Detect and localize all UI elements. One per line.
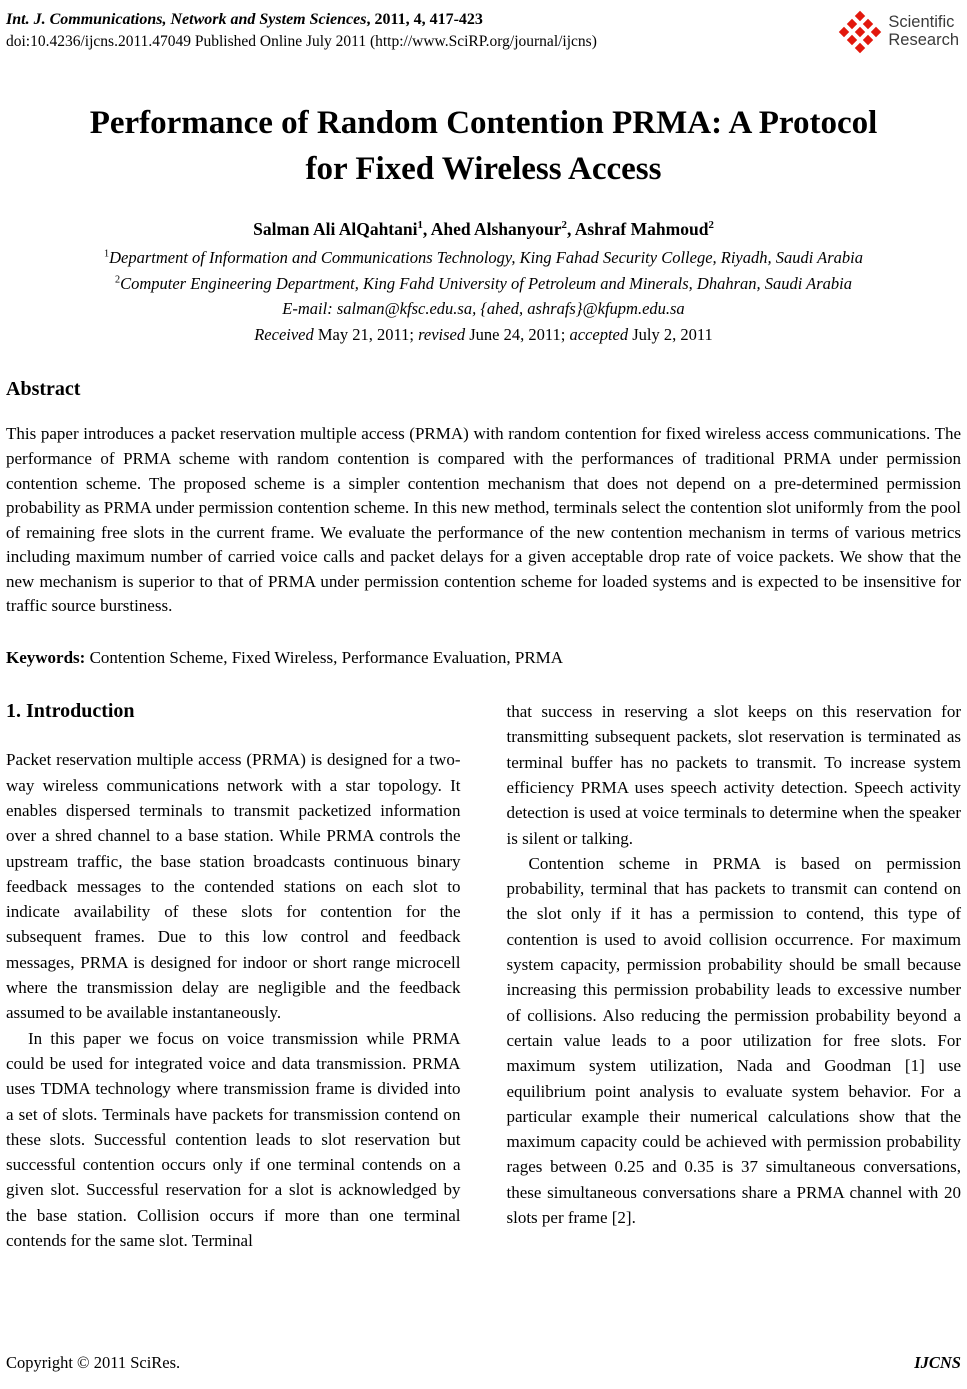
affiliation-2 [6, 271, 961, 297]
right-column [507, 699, 962, 1253]
authors-line [6, 219, 961, 240]
logo-text-line2: Research [888, 31, 959, 49]
red-diamonds-icon [837, 10, 883, 54]
dates-received-label: Received [254, 324, 314, 344]
body-paragraph: Contention scheme in PRMA is based on permission probability, terminal that has packets to transmit can contend on the slot only if it has a permission to contend, this type of contention is used to avoid collision occurrence. For maximum system capacity, permission probability should be small because increasing this permission probability leads to excessive number of collisions. Also reducing the permission probability beyond a certain value leads to a poor utilization for free slots. For maximum system utilization, Nada and Goodman [1] use equilibrium point analysis to evaluate system behavior. For a particular example their numerical calculations show that the maximum capacity could be achieved with permission probability rages between 0.25 and 0.35 is 37 simultaneous conversations, these simultaneous conversations share a PRMA channel with 20 slots per frame [2]. [506, 853, 961, 1227]
journal-issue: , 2011, 4, 417-423 [366, 11, 483, 28]
dates-accepted-label: accepted [569, 324, 629, 344]
author-name: Salman Ali AlQahtani [253, 219, 418, 240]
paper-title [6, 101, 961, 192]
journal-name: Int. J. Communications, Network and System Sciences [6, 11, 367, 28]
introduction-heading: 1. Introduction [6, 700, 135, 723]
keywords-text: Contention Scheme, Fixed Wireless, Performance Evaluation, PRMA [85, 648, 564, 668]
copyright-text: Copyright © 2011 SciRes. [6, 1353, 181, 1372]
doi-line: doi:10.4236/ijcns.2011.47049 Published Online July 2011 (http://www.SciRP.org/journal/ijcns) [6, 33, 597, 51]
abstract-text: This paper introduces a packet reservation multiple access (PRMA) with random contention for fixed wireless access communications. The performance of PRMA scheme with random contention is compared with the performances of traditional PRMA under permission contention scheme. The proposed scheme is a simpler contention mechanism that does not depend on a pre-determined permission probability as PRMA under permission contention scheme. In this new method, terminals select the contention slot uniformly from the pool of remaining free slots in the current frame. We evaluate the performance of the new contention mechanism in terms of various metrics including maximum number of carried voice calls and packet delays for a given acceptable drop rate of voice packets. We show that the new mechanism is superior to that of PRMA under permission contention scheme for loaded systems and is expected to be insensitive for traffic source burstiness. [6, 424, 961, 616]
dates-line [6, 322, 961, 348]
author-name: Ahed Alshanyour [430, 219, 562, 240]
journal-info [6, 9, 597, 53]
keywords-label: Keywords: [6, 648, 86, 668]
email-line: E-mail: salman@kfsc.edu.sa, {ahed, ashrafs}@kfupm.edu.sa [282, 299, 685, 319]
affiliation-mark: 1 [103, 248, 110, 260]
author-affiliation-mark: 2 [708, 219, 714, 232]
dates-accepted-value: July 2, 2011 [628, 324, 713, 344]
scientific-research-logo [837, 10, 959, 54]
page-header [6, 9, 961, 54]
paper-meta [6, 245, 961, 347]
journal-abbreviation: IJCNS [914, 1353, 961, 1372]
body-paragraph: that success in reserving a slot keeps on this reservation for transmitting subsequent packets, slot reservation is terminated as terminal buffer has no packets to transmit. To increase system efficiency PRMA uses speech activity detection. Speech activity detection is used at voice terminals to determine when the speaker is silent or talking. [506, 702, 961, 848]
affiliation-text: Department of Information and Communications Technology, King Fahad Security College, Riyadh, Saudi Arabia [109, 248, 864, 268]
body-paragraph: Packet reservation multiple access (PRMA) is designed for a two-way wireless communications network with a star topology. It enables dispersed terminals to transmit packetized information over a shred channel to a base station. While PRMA controls the upstream traffic, the base station broadcasts continuous binary feedback messages to the contended stations on each slot to indicate availability of these slots for contention for the subsequent frames. Due to this low control and feedback messages, PRMA is designed for indoor or short range microcell where the transmission delay are negligible and the feedback assumed to be available instantaneously. [6, 750, 461, 1023]
paper-title-line1: Performance of Random Contention PRMA: A Protocol [89, 105, 878, 141]
body-paragraph: In this paper we focus on voice transmission while PRMA could be used for integrated voice and data transmission. PRMA uses TDMA technology where transmission frame is divided into a set of slots. Terminals have packets for transmission contend on these slots. Successful contention leads to slot reservation but successful contention occurs only if one terminal contends on a given slot. Successful reservation for a slot is acknowledged by the base station. Collision occurs if more than one terminal contends for the same slot. Terminal [6, 1028, 461, 1250]
keywords-line [6, 648, 961, 668]
affiliation-text: Computer Engineering Department, King Fahd University of Petroleum and Minerals, Dhahran, Saudi Arabia [120, 273, 852, 293]
logo-text [888, 14, 959, 50]
dates-received-value: May 21, 2011; [313, 324, 419, 344]
logo-text-line1: Scientific [888, 13, 955, 32]
dates-revised-label: revised [418, 324, 466, 344]
author-name: Ashraf Mahmoud [574, 219, 709, 240]
affiliation-1 [6, 245, 961, 271]
author-separator: , [422, 219, 431, 240]
body-columns [6, 699, 961, 1253]
page-footer [6, 1353, 961, 1373]
author-affiliation-mark: 1 [417, 219, 423, 232]
abstract-heading: Abstract [6, 378, 81, 401]
journal-citation-line [6, 9, 597, 31]
author-affiliation-mark: 2 [561, 219, 567, 232]
affiliation-mark: 2 [114, 274, 121, 286]
paper-title-line2: for Fixed Wireless Access [305, 150, 662, 187]
dates-revised-value: June 24, 2011; [465, 324, 570, 344]
left-column [6, 699, 461, 1253]
author-separator: , [566, 219, 575, 240]
